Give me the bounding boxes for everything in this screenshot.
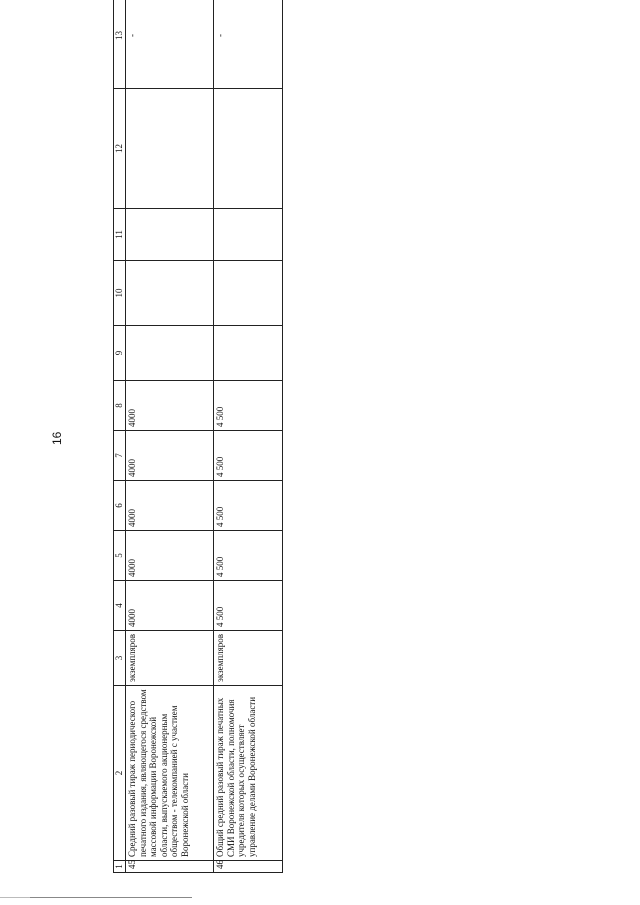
table-header-row	[114, 0, 126, 873]
header-cell: 4	[114, 581, 126, 631]
header-cell: 11	[114, 209, 126, 261]
value-cell: 4000	[126, 381, 214, 431]
footnote-divider-faint	[0, 897, 30, 898]
header-cell: 12	[114, 89, 126, 209]
value-cell	[126, 209, 214, 261]
value-cell	[214, 326, 283, 381]
header-cell: 9	[114, 326, 126, 381]
value-cell: 4000	[126, 531, 214, 581]
header-cell: 5	[114, 531, 126, 581]
header-cell: 7	[114, 431, 126, 481]
value-cell: 4000	[126, 581, 214, 631]
value-cell	[126, 89, 214, 209]
value-cell: 4 500	[214, 581, 283, 631]
header-cell: 2	[114, 686, 126, 861]
value-cell	[214, 209, 283, 261]
value-cell: 4000	[126, 481, 214, 531]
value-cell: 4 500	[214, 531, 283, 581]
value-cell: 4 500	[214, 381, 283, 431]
header-cell: 10	[114, 261, 126, 326]
header-cell: 1	[114, 861, 126, 873]
row-number: 45	[126, 861, 214, 873]
header-cell: 13	[114, 0, 126, 89]
rotated-table-frame	[113, 33, 283, 873]
unit-cell: экземпляров	[126, 631, 214, 686]
footnote-divider	[30, 897, 192, 898]
value-cell: 4000	[126, 431, 214, 481]
unit-cell: экземпляров	[214, 631, 283, 686]
value-cell: -	[214, 0, 283, 89]
value-cell: 4 500	[214, 481, 283, 531]
header-cell: 3	[114, 631, 126, 686]
page-number: 16	[50, 431, 64, 445]
indicator-name: Средний разовый тираж периодического печатного издания, являющегося средством массовой информации Воронежской области, выпускаемого акционерным обществом - телекомпанией с участием Воронежской области	[126, 686, 214, 861]
indicator-name: Общий средний разовый тираж печатных СМИ Воронежской области, полномочия учредителя которых осуществляет управление делами Воронежской области	[214, 686, 283, 861]
header-cell: 8	[114, 381, 126, 431]
table-row	[214, 0, 283, 873]
value-cell	[126, 326, 214, 381]
value-cell	[126, 261, 214, 326]
row-number: 46	[214, 861, 283, 873]
value-cell	[214, 261, 283, 326]
table-container	[113, 33, 283, 873]
table-row	[126, 0, 214, 873]
header-cell: 6	[114, 481, 126, 531]
indicators-table	[113, 0, 283, 873]
value-cell: -	[126, 0, 214, 89]
value-cell: 4 500	[214, 431, 283, 481]
value-cell	[214, 89, 283, 209]
